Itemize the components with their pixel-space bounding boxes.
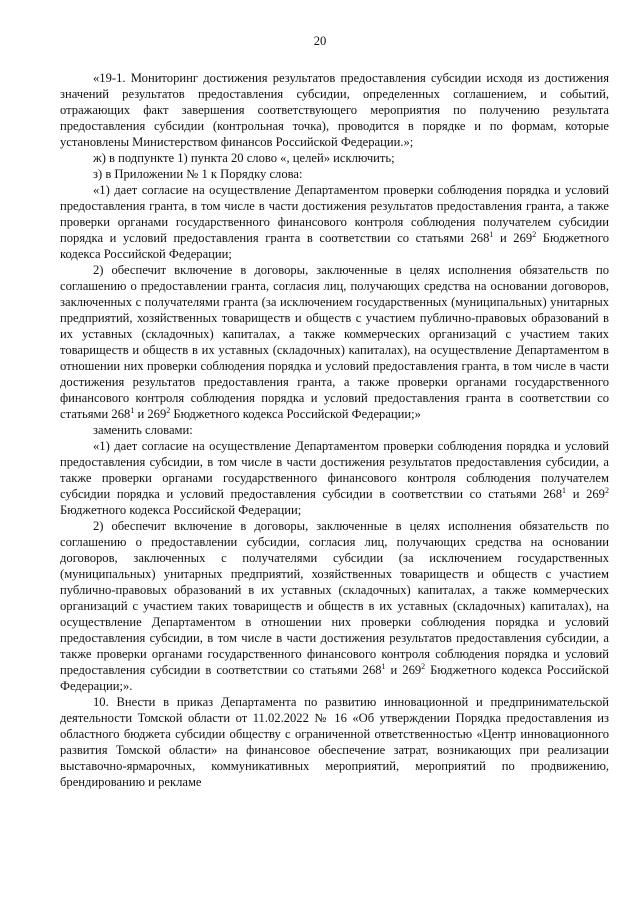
paragraph-old-1 — [60, 182, 609, 262]
paragraph-z: з) в Приложении № 1 к Порядку слова: — [93, 167, 303, 181]
footnote-sup: 1 — [130, 405, 135, 415]
paragraph-new-2-text: 2) обеспечит включение в договоры, заключенные в целях исполнения обязательств по соглашению о предоставлении субсидии, согласия лиц, получающих средства на основании договоров, заключенных с получателями субсидии (за исключением государственных (муниципальных) унитарных предприятий, хозяйственных товариществ и обществ с участием публично-правовых образований в их уставных (складочных) капиталах, а также коммерческих организаций с участием таких товариществ и обществ в их уставных (складочных) капиталах), на осуществление Департаментом в отношении них проверки соблюдения порядка и условий предоставления субсидии, в том числе в части достижения результатов предоставления субсидии, а также проверки органами государственного финансового контроля соблюдения порядка и условий предоставления субсидии в соответствии со статьями 268 — [60, 519, 609, 677]
footnote-sup: 1 — [381, 661, 386, 671]
paragraph-replace: заменить словами: — [93, 423, 193, 437]
document-body — [60, 70, 609, 790]
paragraph-zh: ж) в подпункте 1) пункта 20 слово «, целей» исключить; — [93, 151, 395, 165]
paragraph-old-2 — [60, 262, 609, 422]
paragraph-new-1-text: «1) дает согласие на осуществление Департаментом проверки соблюдения порядка и условий предоставления субсидии, в том числе в части достижения результатов предоставления субсидии, а также проверки органами государственного финансового контроля соблюдения получателем субсидии порядка и условий предоставления субсидии в соответствии со статьями 268 — [60, 439, 609, 501]
paragraph-new-2-text-3: Бюджетного кодекса Российской Федерации;». — [60, 663, 609, 693]
paragraph-new-1 — [60, 438, 609, 518]
footnote-sup: 2 — [166, 405, 171, 415]
paragraph-old-1-text-3: Бюджетного кодекса Российской Федерации; — [60, 231, 609, 261]
footnote-sup: 2 — [604, 485, 609, 495]
paragraph-new-2 — [60, 518, 609, 694]
footnote-sup: 1 — [562, 485, 567, 495]
paragraph-new-1-text-2: и 269 — [566, 487, 605, 501]
paragraph-old-1-text-2: и 269 — [493, 231, 533, 245]
paragraph-old-1-text: «1) дает согласие на осуществление Департаментом проверки соблюдения порядка и условий предоставления гранта, в том числе в части достижения результатов предоставления гранта, а также проверки органами государственного финансового контроля соблюдения получателем субсидии порядка и условий предоставления гранта в соответствии со статьями 268 — [60, 183, 609, 245]
footnote-sup: 2 — [532, 229, 537, 239]
footnote-sup: 1 — [489, 229, 494, 239]
paragraph-new-1-text-3: Бюджетного кодекса Российской Федерации; — [60, 503, 302, 517]
footnote-sup: 2 — [421, 661, 426, 671]
page-number: 20 — [313, 34, 327, 48]
paragraph-old-2-text: 2) обеспечит включение в договоры, заключенные в целях исполнения обязательств по соглашению о предоставлении гранта, согласия лиц, получающих средства на основании договоров, заключенных с получателями гранта (за исключением государственных (муниципальных) унитарных предприятий, хозяйственных товариществ и обществ с участием публично-правовых образований в их уставных (складочных) капиталах, а также коммерческих организаций с участием таких товариществ и обществ в их уставных (складочных) капиталах), на осуществление Департаментом в отношении них проверки соблюдения порядка и условий предоставления гранта, в том числе в части достижения результатов предоставления гранта, а также проверки органами государственного финансового контроля соблюдения порядка и условий предоставления гранта в соответствии со статьями 268 — [60, 263, 609, 421]
paragraph-10: 10. Внести в приказ Департамента по развитию инновационной и предпринимательской деятельности Томской области от 11.02.2022 № 16 «Об утверждении Порядка предоставления из областного бюджета субсидии обществу с ограниченной ответственностью «Центр инновационного развития Томской области» на финансовое обеспечение затрат, возникающих при реализации выставочно-ярмарочных, коммуникативных мероприятий, мероприятий по продвижению, брендированию и рекламе — [60, 695, 609, 789]
paragraph-old-2-text-3: Бюджетного кодекса Российской Федерации;» — [170, 407, 421, 421]
paragraph-19-1: «19-1. Мониторинг достижения результатов предоставления субсидии исходя из достижения значений результатов предоставления субсидии, определенных соглашением, и событий, отражающих факт завершения соответствующего мероприятия по получению результата предоставления субсидии (контрольная точка), проводится в порядке и по формам, которые установлены Министерством финансов Российской Федерации.»; — [60, 71, 609, 149]
paragraph-old-2-text-2: и 269 — [134, 407, 167, 421]
paragraph-new-2-text-2: и 269 — [385, 663, 422, 677]
